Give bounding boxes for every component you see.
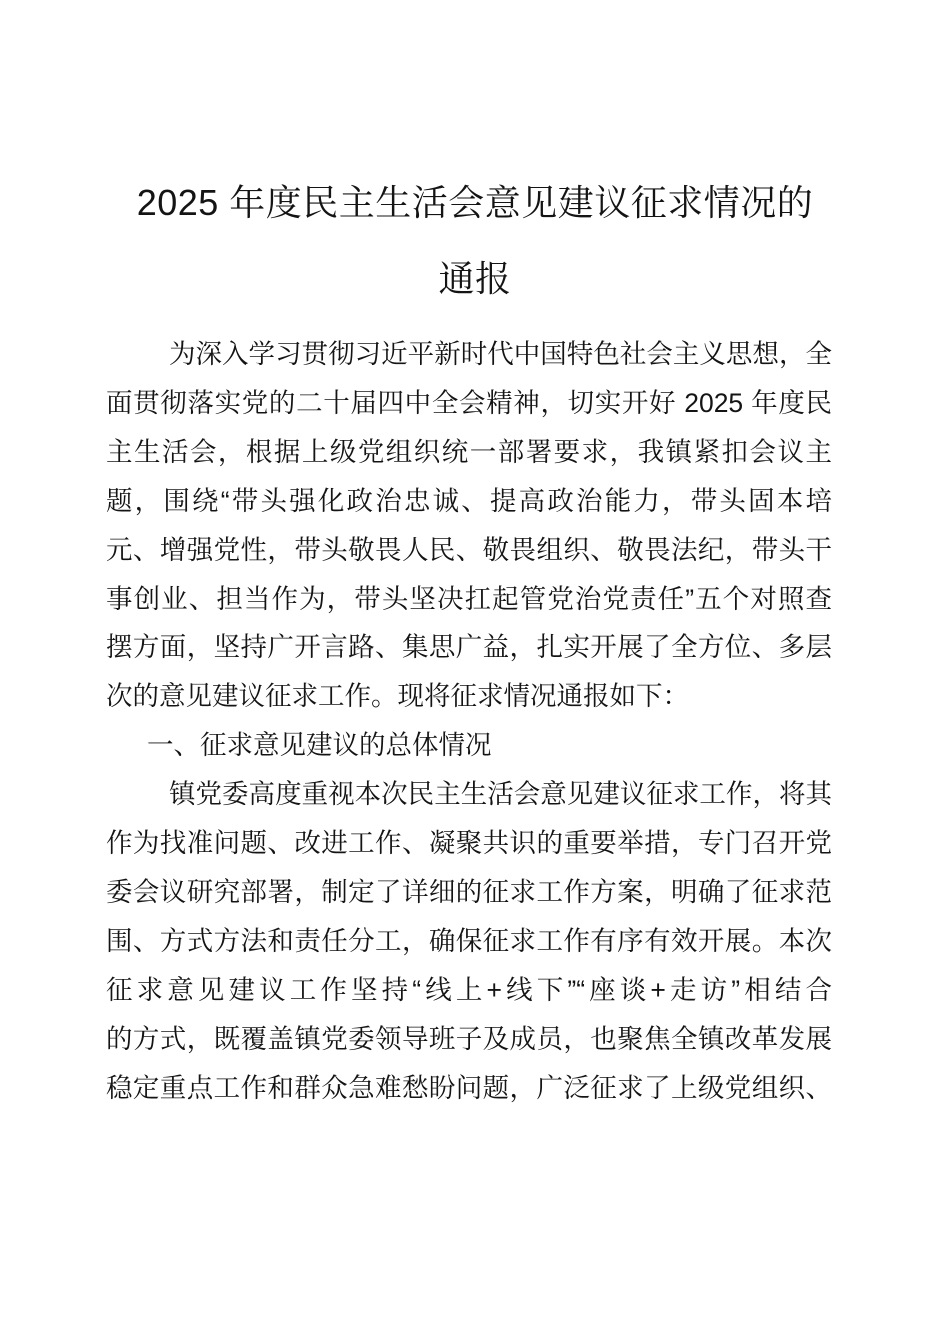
document-title xyxy=(0,165,950,317)
paragraph-2-line-3: 委会议研究部署，制定了详细的征求工作方案，明确了征求范 xyxy=(106,876,832,907)
paragraph-1-line-5: 元、增强党性，带头敬畏人民、敬畏组织、敬畏法纪，带头干 xyxy=(106,534,832,565)
paragraph-1-line-6: 事创业、担当作为，带头坚决扛起管党治党责任”五个对照查 xyxy=(106,583,832,614)
paragraph-2-line-2: 作为找准问题、改进工作、凝聚共识的重要举措，专门召开党 xyxy=(106,828,832,859)
document-body xyxy=(106,330,832,1113)
paragraph-1-line-7: 摆方面，坚持广开言路、集思广益，扎实开展了全方位、多层 xyxy=(106,632,832,663)
section-1-heading: 一、征求意见建议的总体情况 xyxy=(147,730,492,761)
paragraph-2-line-1: 镇党委高度重视本次民主生活会意见建议征求工作，将其 xyxy=(169,779,832,810)
paragraph-2-line-4: 围、方式方法和责任分工，确保征求工作有序有效开展。本次 xyxy=(106,925,832,956)
paragraph-1-line-8: 次的意见建议征求工作。现将征求情况通报如下： xyxy=(106,681,689,712)
title-line-1: 2025 年度民主生活会意见建议征求情况的 xyxy=(136,182,814,223)
paragraph-1-line-4: 题，围绕“带头强化政治忠诚、提高政治能力，带头固本培 xyxy=(106,485,832,516)
paragraph-2-line-7: 稳定重点工作和群众急难愁盼问题，广泛征求了上级党组织、 xyxy=(106,1072,832,1103)
paragraph-2-line-6: 的方式，既覆盖镇党委领导班子及成员，也聚焦全镇改革发展 xyxy=(106,1023,832,1054)
paragraph-1-line-1: 为深入学习贯彻习近平新时代中国特色社会主义思想，全 xyxy=(169,339,832,369)
title-line-2: 通报 xyxy=(438,258,512,299)
paragraph-2-line-5: 征求意见建议工作坚持“线上+线下”“座谈+走访”相结合 xyxy=(106,974,832,1005)
paragraph-1-line-3: 主生活会，根据上级党组织统一部署要求，我镇紧扣会议主 xyxy=(106,436,832,467)
paragraph-1-line-2: 面贯彻落实党的二十届四中全会精神，切实开好 2025 年度民 xyxy=(106,387,832,418)
